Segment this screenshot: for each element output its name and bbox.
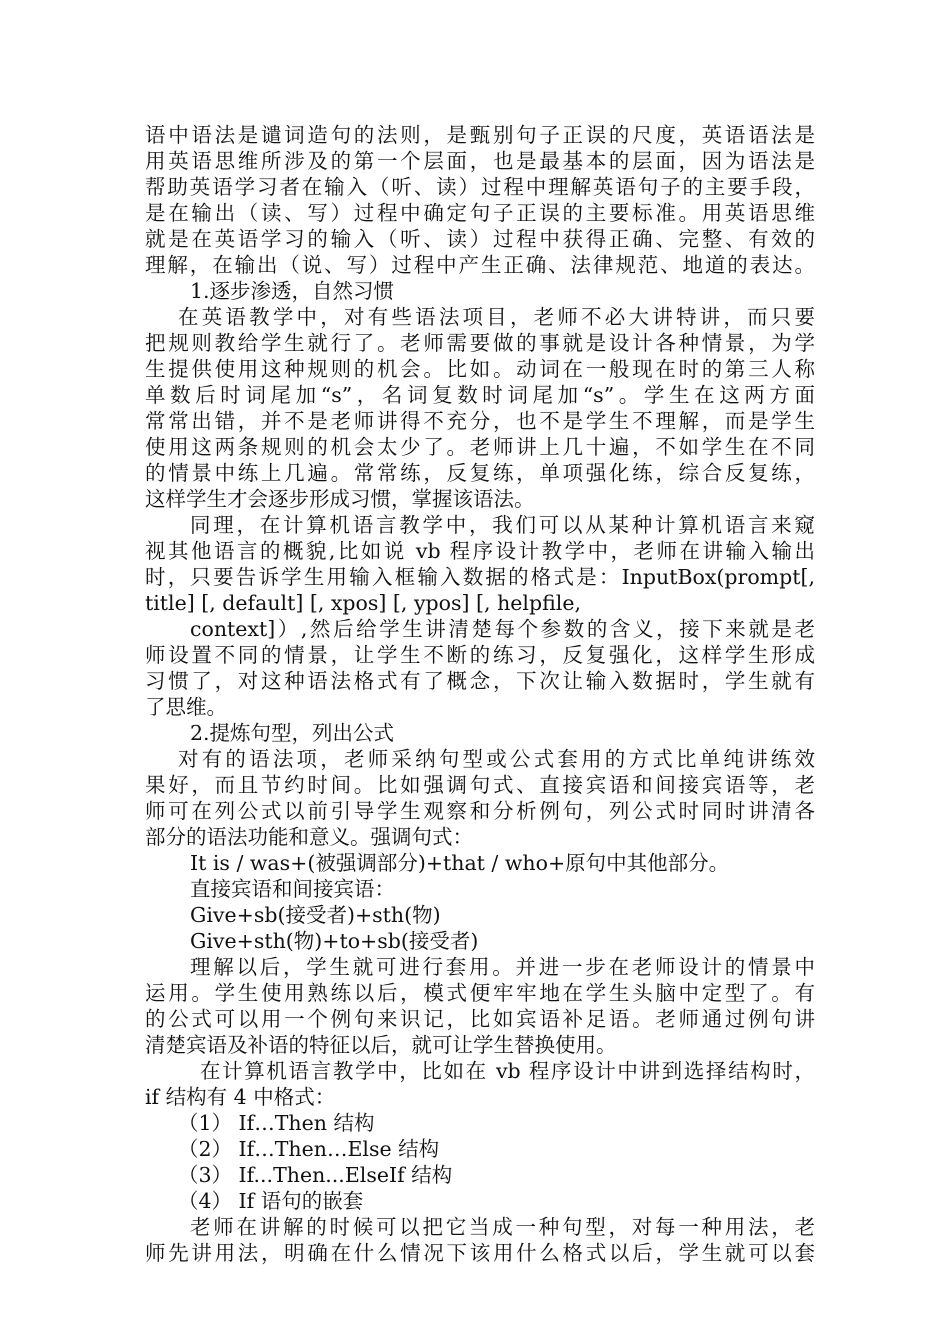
paragraph-line: 果好，而且节约时间。比如强调句式、直接宾语和间接宾语等，老 [145, 773, 815, 797]
paragraph-line: 就是在英语学习的输入（听、读）过程中获得正确、完整、有效的 [145, 227, 815, 251]
paragraph-line: 师先讲用法，明确在什么情况下该用什么格式以后，学生就可以套 [145, 1241, 815, 1265]
formula-line: Give+sb(接受者)+sth(物) [190, 903, 441, 927]
paragraph-line: 理解以后，学生就可进行套用。并进一步在老师设计的情景中 [190, 955, 815, 979]
paragraph-line: 把规则教给学生就行了。老师需要做的事就是设计各种情景，为学 [145, 331, 815, 355]
paragraph-line: if 结构有 4 中格式： [145, 1085, 336, 1109]
section-heading: 2.提炼句型，列出公式 [190, 721, 395, 745]
paragraph-line: 在计算机语言教学中，比如在 vb 程序设计中讲到选择结构时， [200, 1059, 815, 1083]
paragraph-line: 这样学生才会逐步形成习惯，掌握该语法。 [145, 487, 535, 511]
paragraph-line: 对有的语法项，老师采纳句型或公式套用的方式比单纯讲练效 [178, 747, 815, 771]
paragraph-line: 运用。学生使用熟练以后，模式便牢牢地在学生头脑中定型了。有 [145, 981, 815, 1005]
list-item: （1） If…Then 结构 [178, 1111, 375, 1135]
paragraph-line: 在英语教学中，对有些语法项目，老师不必大讲特讲，而只要 [178, 305, 815, 329]
paragraph-line: 常常出错，并不是老师讲得不充分，也不是学生不理解，而是学生 [145, 409, 815, 433]
paragraph-line: 部分的语法功能和意义。强调句式： [145, 825, 473, 849]
paragraph-line: title] [, default] [, xpos] [, ypos] [, helpfile, [145, 591, 581, 615]
paragraph-line: 习惯了，对这种语法格式有了概念，下次让输入数据时，学生就有 [145, 669, 815, 693]
paragraph-line: 语中语法是谴词造句的法则，是甄别句子正误的尺度，英语语法是 [145, 123, 815, 147]
paragraph-line: 是在输出（读、写）过程中确定句子正误的主要标准。用英语思维 [145, 201, 815, 225]
paragraph-line: 理解，在输出（说、写）过程中产生正确、法律规范、地道的表达。 [145, 253, 815, 277]
list-item: （4） If 语句的嵌套 [178, 1189, 364, 1213]
paragraph-line: 用英语思维所涉及的第一个层面，也是最基本的层面，因为语法是 [145, 149, 815, 173]
paragraph-line: 帮助英语学习者在输入（听、读）过程中理解英语句子的主要手段， [145, 175, 815, 199]
formula-line: It is / was+(被强调部分)+that / who+原句中其他部分。 [190, 851, 730, 875]
paragraph-line: 时，只要告诉学生用输入框输入数据的格式是：InputBox(prompt[, [145, 565, 815, 589]
paragraph-line: 单数后时词尾加“s”，名词复数时词尾加“s”。学生在这两方面 [145, 383, 815, 407]
paragraph-line: 师设置不同的情景，让学生不断的练习，反复强化，这样学生形成 [145, 643, 815, 667]
paragraph-line: 老师在讲解的时候可以把它当成一种句型，对每一种用法，老 [190, 1215, 815, 1239]
paragraph-line: 了思维。 [145, 695, 227, 719]
paragraph-line: 清楚宾语及补语的特征以后，就可让学生替换使用。 [145, 1033, 617, 1057]
paragraph-line: 直接宾语和间接宾语： [190, 877, 395, 901]
formula-line: Give+sth(物)+to+sb(接受者) [190, 929, 479, 953]
paragraph-line: context]）,然后给学生讲清楚每个参数的含义，接下来就是老 [190, 617, 815, 641]
list-item: （3） If...Then...ElseIf 结构 [178, 1163, 453, 1187]
list-item: （2） If…Then…Else 结构 [178, 1137, 440, 1161]
paragraph-line: 师可在列公式以前引导学生观察和分析例句，列公式时同时讲清各 [145, 799, 815, 823]
section-heading: 1.逐步渗透，自然习惯 [190, 279, 395, 303]
paragraph-line: 的公式可以用一个例句来识记，比如宾语补足语。老师通过例句讲 [145, 1007, 815, 1031]
paragraph-line: 同理，在计算机语言教学中，我们可以从某种计算机语言来窥 [190, 513, 815, 537]
paragraph-line: 生提供使用这种规则的机会。比如。动词在一般现在时的第三人称 [145, 357, 815, 381]
paragraph-line: 的情景中练上几遍。常常练，反复练，单项强化练，综合反复练， [145, 461, 815, 485]
paragraph-line: 使用这两条规则的机会太少了。老师讲上几十遍，不如学生在不同 [145, 435, 815, 459]
paragraph-line: 视其他语言的概貌,比如说 vb 程序设计教学中，老师在讲输入输出 [145, 539, 815, 563]
